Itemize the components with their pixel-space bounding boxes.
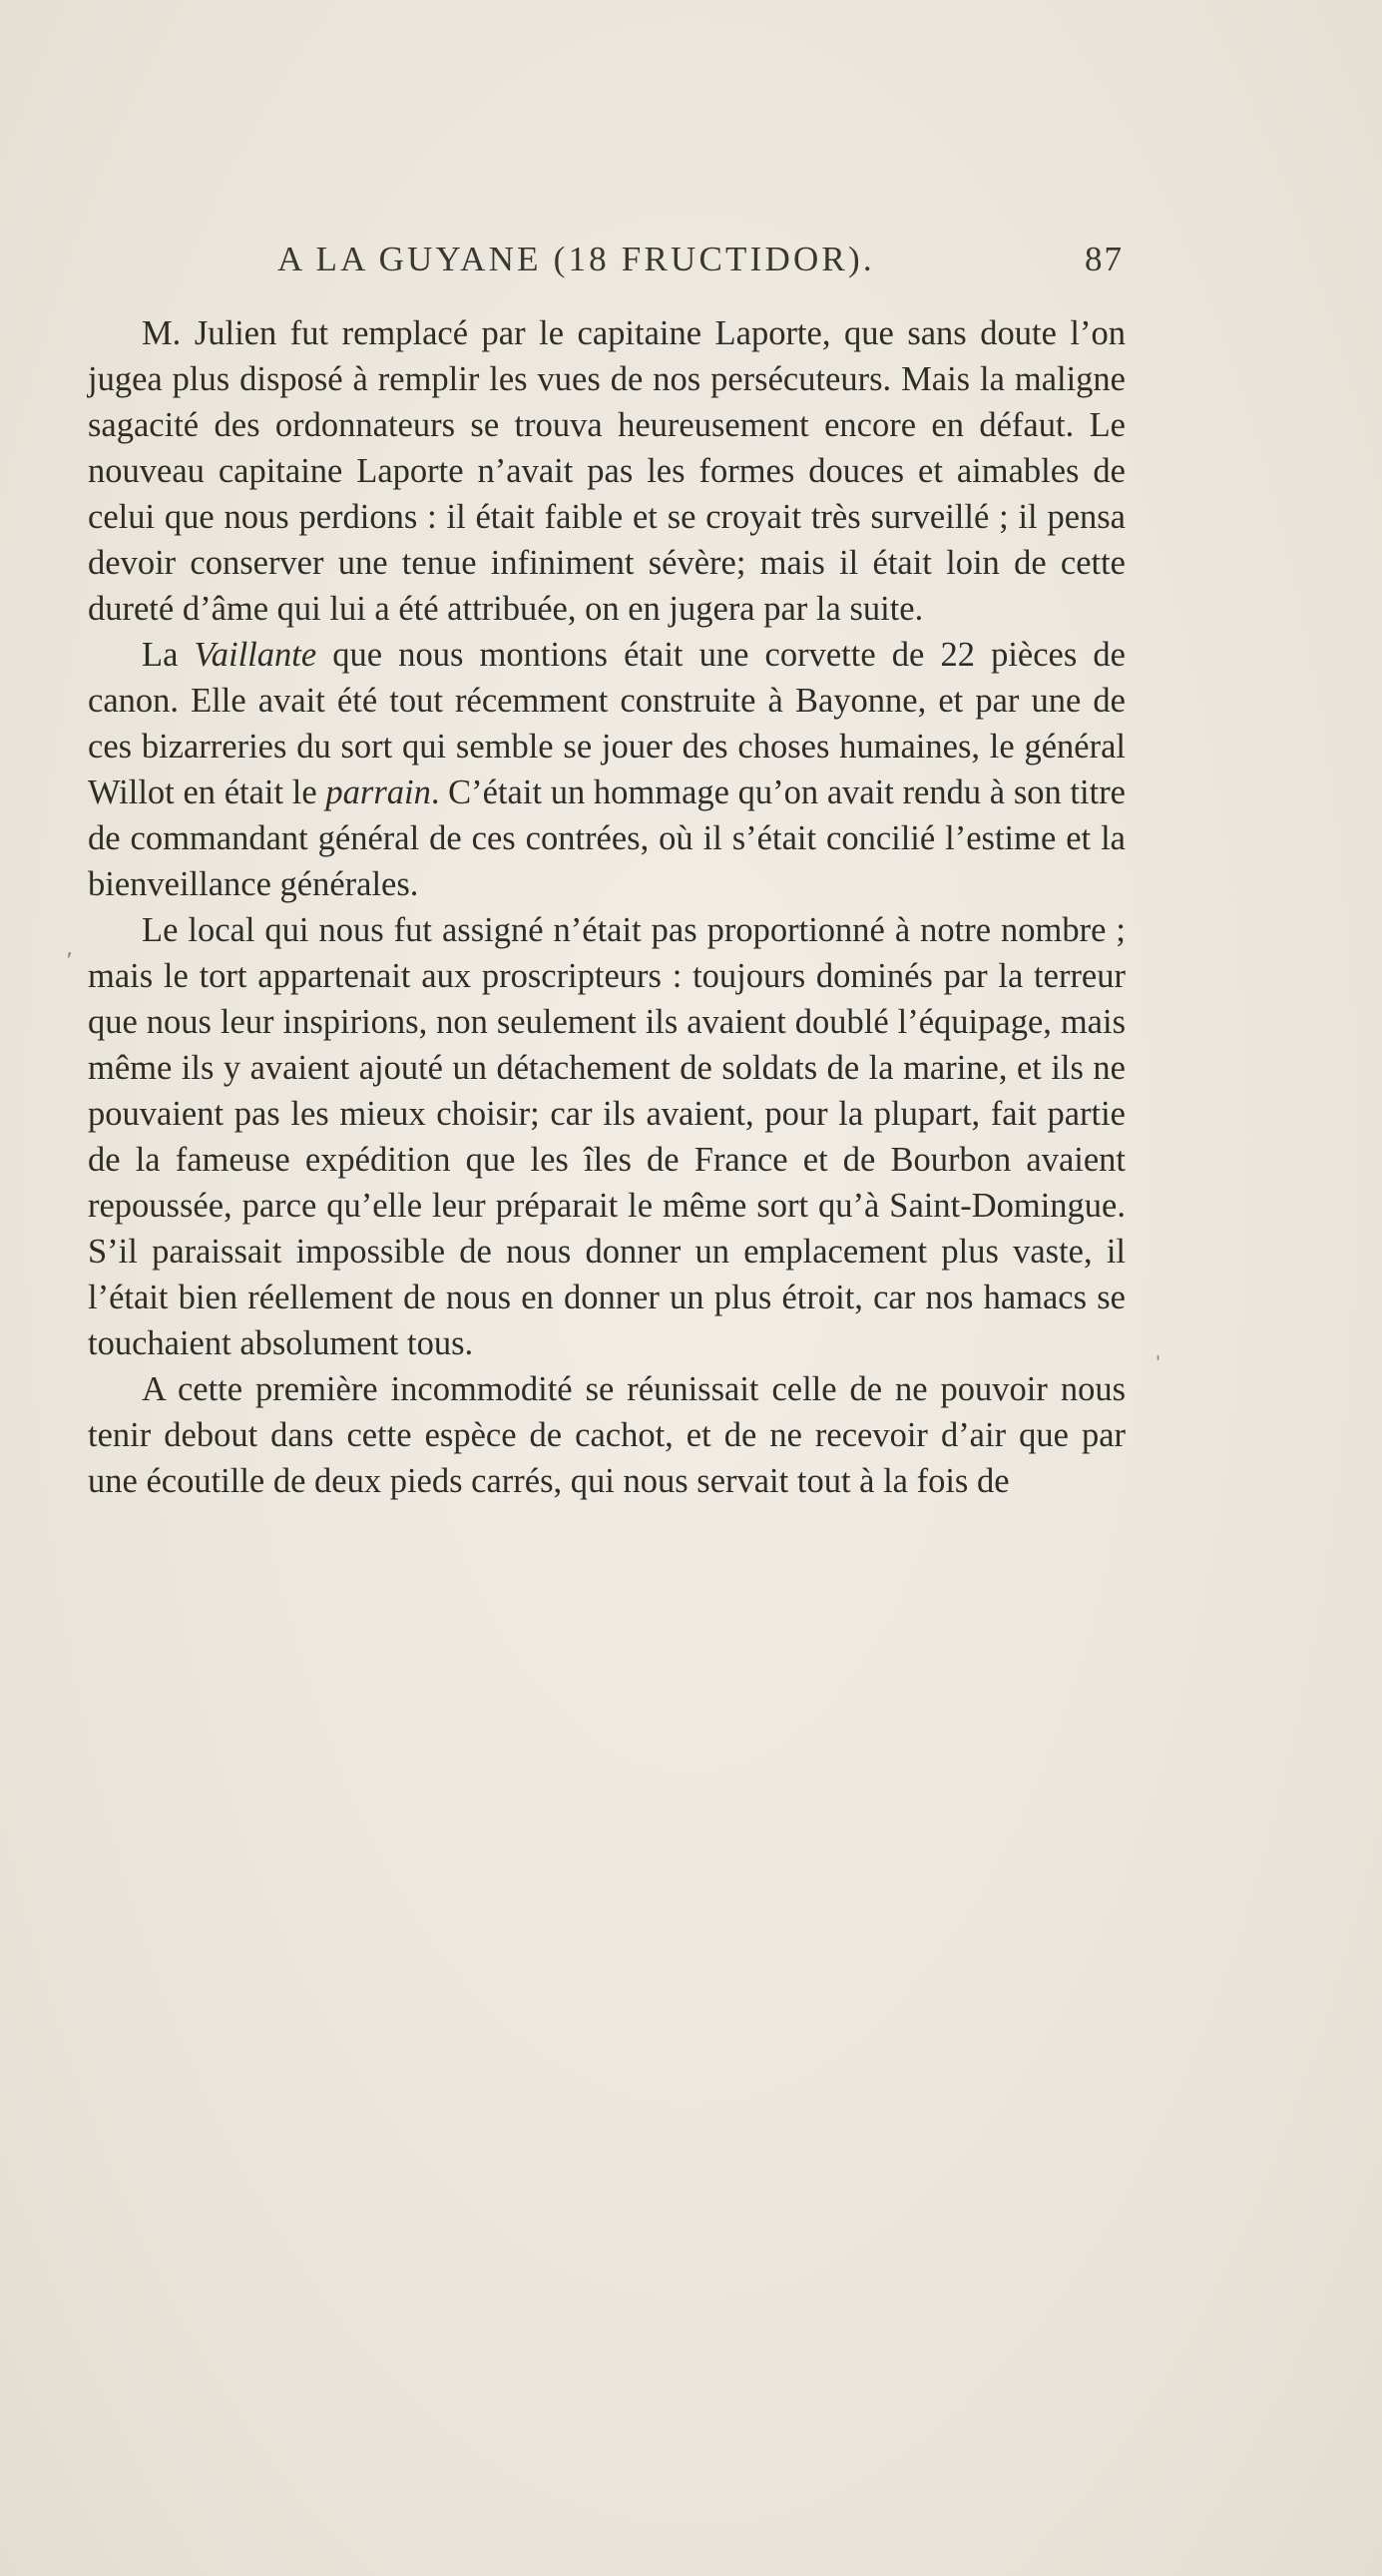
paragraph-text-part: La [142, 636, 195, 674]
margin-speck: ' [1155, 1352, 1160, 1373]
paragraph-text: Le local qui nous fut assigné n’était pas proportionné à notre nombre ; mais le tort appartenait aux proscripteurs : toujours dominés par la terreur que nous leur inspirions, non seulement ils avaient doublé l’équipage, mais même ils y avaient ajouté un détachement de soldats de la marine, et ils ne pouvaient pas les mieux choisir; car ils avaient, pour la plupart, fait partie de la fameuse expédition que les îles de France et de Bourbon avaient repoussée, parce qu’elle leur préparait le même sort qu’à Saint-Domingue. S’il paraissait impossible de nous donner un emplacement plus vaste, il l’était bien réellement de nous en donner un plus étroit, car nos hamacs se touchaient absolument tous. [88, 911, 1126, 1362]
page-header [277, 240, 1124, 289]
paragraph-text-part: . C’était un hommage qu’on avait rendu à son titre de commandant général de ces contrées, où il s’était concilié l’estime et la bienveillance générales. [88, 773, 1126, 903]
paragraph [88, 632, 1126, 907]
paragraph-text-part: que nous montions était une corvette de 22 pièces de canon. Elle avait été tout récemment construite à Bayonne, et par une de ces bizarreries du sort qui semble se jouer des choses humaines, le général Willot en était le [88, 636, 1126, 811]
paragraph [88, 1366, 1126, 1504]
ship-name: Vaillante [194, 636, 317, 674]
paragraph-text: M. Julien fut remplacé par le capitaine Laporte, que sans doute l’on jugea plus disposé à remplir les vues de nos persécuteurs. Mais la maligne sagacité des ordonnateurs se trouva heureusement encore en défaut. Le nouveau capitaine Laporte n’avait pas les formes douces et aimables de celui que nous perdions : il était faible et se croyait très surveillé ; il pensa devoir conserver une tenue infiniment sévère; mais il était loin de cette dureté d’âme qui lui a été attribuée, on en jugera par la suite. [88, 314, 1126, 628]
paragraph [88, 310, 1126, 632]
body-text [88, 310, 1126, 1504]
paragraph-text: A cette première incommodité se réunissait celle de ne pouvoir nous tenir debout dans cette espèce de cachot, et de ne recevoir d’air que par une écoutille de deux pieds carrés, qui nous servait tout à la fois de [88, 1370, 1126, 1500]
paragraph [88, 907, 1126, 1366]
page-number: 87 [1085, 240, 1124, 278]
running-title: A LA GUYANE (18 FRUCTIDOR). [277, 240, 875, 278]
italic-term: parrain [325, 773, 431, 811]
margin-speck: , [66, 936, 73, 961]
